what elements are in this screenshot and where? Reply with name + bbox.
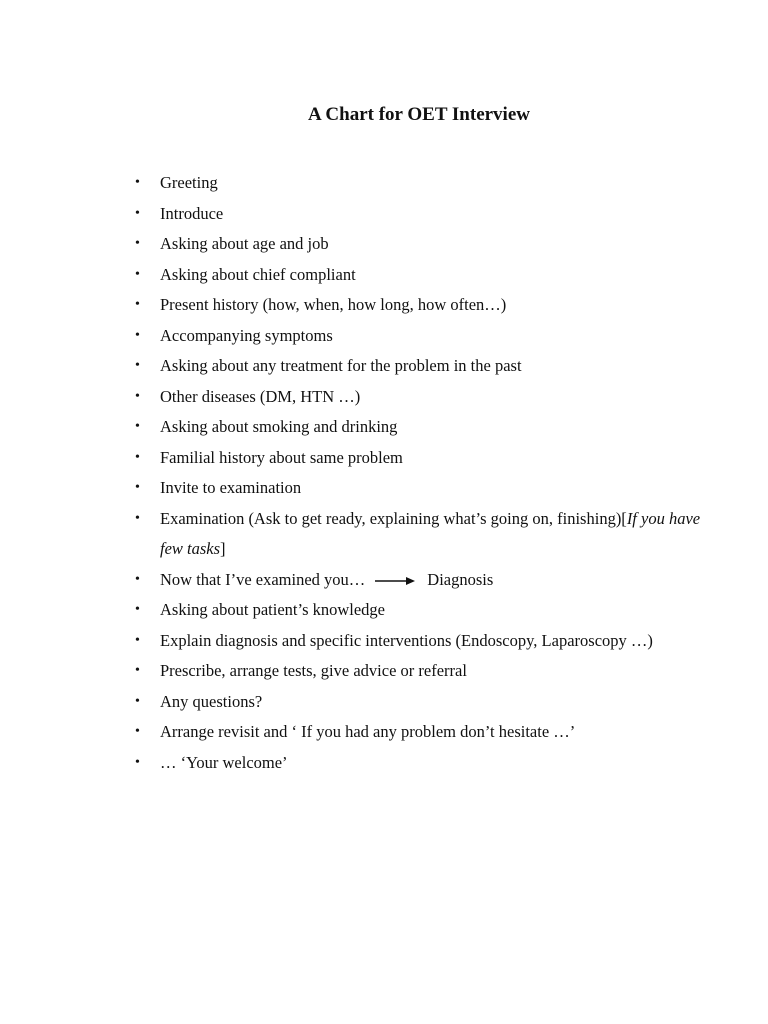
list-item-text: Asking about patient’s knowledge [160,600,386,619]
bullet-icon: • [135,236,140,251]
list-item-text: Other diseases (DM, HTN …) [160,386,361,406]
bullet-icon: • [135,419,140,434]
list-item [0,717,720,748]
bullet-icon: • [135,754,140,770]
bullet-icon: • [135,327,140,343]
bullet-icon: • [135,571,140,587]
bullet-icon: • [135,358,140,373]
list-item [0,687,720,718]
examination-bracket: ] [220,539,226,558]
bullet-icon: • [135,510,140,526]
bullet-icon: • [135,266,140,282]
list-item [0,626,720,657]
list-item-text: Introduce [160,203,224,223]
list-item [0,473,720,504]
list-item [0,260,720,291]
list-item-text: Familial history about same problem [160,447,403,467]
list-item [0,656,720,687]
bullet-icon: • [135,632,140,648]
diagnosis-lead-text: Now that I’ve examined you… [160,569,366,589]
list-item [0,199,720,230]
list-item [0,595,720,626]
list-item [0,443,720,474]
list-item [0,748,720,779]
examination-text: Examination (Ask to get ready, explaining what’s going on, finishing)[ [160,508,627,528]
list-item [0,412,720,443]
bullet-icon: • [135,602,140,617]
document-title: A Chart for OET Interview [307,104,530,125]
bullet-icon: • [135,663,140,678]
list-item [0,168,720,199]
bullet-icon: • [135,724,140,739]
bullet-icon: • [135,175,140,190]
list-item-text: Explain diagnosis and specific interventions (Endoscopy, Laparoscopy …) [160,630,653,650]
bullet-icon: • [135,693,140,709]
list-item-text: Asking about any treatment for the problem in the past [160,356,522,375]
interview-steps-list [0,168,768,778]
list-item-text: Accompanying symptoms [160,325,333,345]
list-item [0,229,720,260]
examination-note: If you have few tasks [160,508,701,558]
list-item-text: Asking about age and job [160,234,329,253]
bullet-icon: • [135,449,140,465]
right-arrow-icon [375,576,415,586]
list-item-text: Asking about smoking and drinking [160,417,398,436]
list-item-text: … ‘Your welcome’ [160,752,288,772]
list-item-text: Present history (how, when, how long, how often…) [160,295,507,314]
diagnosis-label: Diagnosis [427,569,494,589]
list-item-examination [0,504,720,565]
bullet-icon: • [135,297,140,312]
list-item-text: Any questions? [160,691,263,711]
list-item-text: Greeting [160,173,218,192]
list-item [0,321,720,352]
bullet-icon: • [135,480,140,495]
list-item-text: Arrange revisit and ‘ If you had any problem don’t hesitate …’ [160,722,576,741]
list-item [0,290,720,321]
list-item-text: Invite to examination [160,478,302,497]
bullet-icon: • [135,388,140,404]
bullet-icon: • [135,205,140,221]
list-item [0,382,720,413]
list-item-text: Asking about chief compliant [160,264,356,284]
list-item [0,351,720,382]
list-item-text: Prescribe, arrange tests, give advice or referral [160,661,467,680]
list-item-diagnosis [0,565,720,596]
